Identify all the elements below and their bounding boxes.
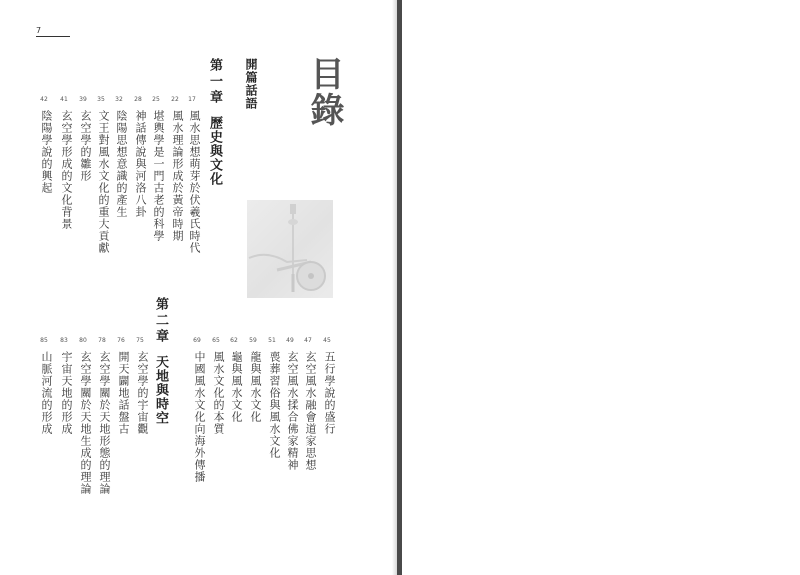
toc-page-number: 17 xyxy=(188,96,196,103)
toc-entry-title: 陰陽思想意識的產生 xyxy=(115,110,128,218)
toc-entry-title: 堪輿學是一門古老的科學 xyxy=(152,110,165,242)
chapter-1-title: 歷史與文化 xyxy=(207,116,222,186)
toc-entry-title: 山脈河流的形成 xyxy=(40,351,53,435)
toc-page-number: 32 xyxy=(115,96,123,103)
toc-page-number: 76 xyxy=(117,337,125,344)
toc-entry-title: 風水文化的本質 xyxy=(212,351,225,435)
toc-entry-title: 五行學說的盛行 xyxy=(323,351,336,435)
chapter-2-label: 第二章 xyxy=(153,297,168,345)
chapter-1-label: 第一章 xyxy=(207,58,222,106)
toc-page-number: 22 xyxy=(171,96,179,103)
page-number-rule xyxy=(36,36,70,37)
toc-page-number: 49 xyxy=(286,337,294,344)
toc-page-number: 45 xyxy=(323,337,331,344)
toc-page-number: 28 xyxy=(134,96,142,103)
toc-page-number: 85 xyxy=(40,337,48,344)
toc-entry-title: 玄空學的雛形 xyxy=(79,110,92,182)
toc-page-number: 47 xyxy=(304,337,312,344)
toc-page-number: 35 xyxy=(97,96,105,103)
toc-entry-title: 龍與風水文化 xyxy=(249,351,262,423)
toc-page-number: 75 xyxy=(136,337,144,344)
toc-page-number: 78 xyxy=(98,337,106,344)
toc-entry-title: 風水思想萌芽於伏羲氏時代 xyxy=(188,110,201,254)
toc-page-number: 62 xyxy=(230,337,238,344)
toc-entry-title: 玄空學的宇宙觀 xyxy=(136,351,149,435)
toc-page-number: 65 xyxy=(212,337,220,344)
toc-page-number: 59 xyxy=(249,337,257,344)
toc-entry-title: 玄空學關於天地生成的理論 xyxy=(79,351,92,495)
toc-entry-title: 玄空學關於天地形態的理論 xyxy=(98,351,111,495)
toc-entry-title: 風水理論形成於黃帝時期 xyxy=(171,110,184,242)
chapter-2-heading[interactable] xyxy=(151,297,170,425)
compass-chariot-photo xyxy=(247,200,333,298)
chariot-figure-icon xyxy=(247,200,333,298)
toc-entry-title: 玄空風水融會道家思想 xyxy=(304,351,317,471)
toc-entry-title: 中國風水文化向海外傳播 xyxy=(193,351,206,483)
chapter-1-heading[interactable] xyxy=(205,58,224,186)
toc-entry-title: 開天闢地話盤古 xyxy=(117,351,130,435)
toc-page-number: 42 xyxy=(40,96,48,103)
toc-page-number: 51 xyxy=(268,337,276,344)
page-gutter xyxy=(397,0,402,575)
toc-page-number: 83 xyxy=(60,337,68,344)
toc-entry-title: 龜與風水文化 xyxy=(230,351,243,423)
toc-entry-title: 玄空學形成的文化背景 xyxy=(60,110,73,230)
toc-entry-title: 喪葬習俗與風水文化 xyxy=(268,351,281,459)
toc-page-number: 69 xyxy=(193,337,201,344)
toc-entry-title: 宇宙天地的形成 xyxy=(60,351,73,435)
page-title: 目錄 xyxy=(304,56,344,128)
toc-page-number: 39 xyxy=(79,96,87,103)
toc-entry-title: 文王對風水文化的重大貢獻 xyxy=(97,110,110,254)
toc-entry-title: 陰陽學說的興起 xyxy=(40,110,53,194)
toc-entry-title: 玄空風水揉合佛家精神 xyxy=(286,351,299,471)
toc-page-number: 25 xyxy=(152,96,160,103)
preface-link[interactable]: 開篇話語 xyxy=(244,58,258,110)
toc-page-number: 41 xyxy=(60,96,68,103)
page-number: 7 xyxy=(36,26,42,35)
chapter-2-title: 天地與時空 xyxy=(153,355,168,425)
toc-entry-title: 神話傳說與河洛八卦 xyxy=(134,110,147,218)
toc-page-number: 80 xyxy=(79,337,87,344)
